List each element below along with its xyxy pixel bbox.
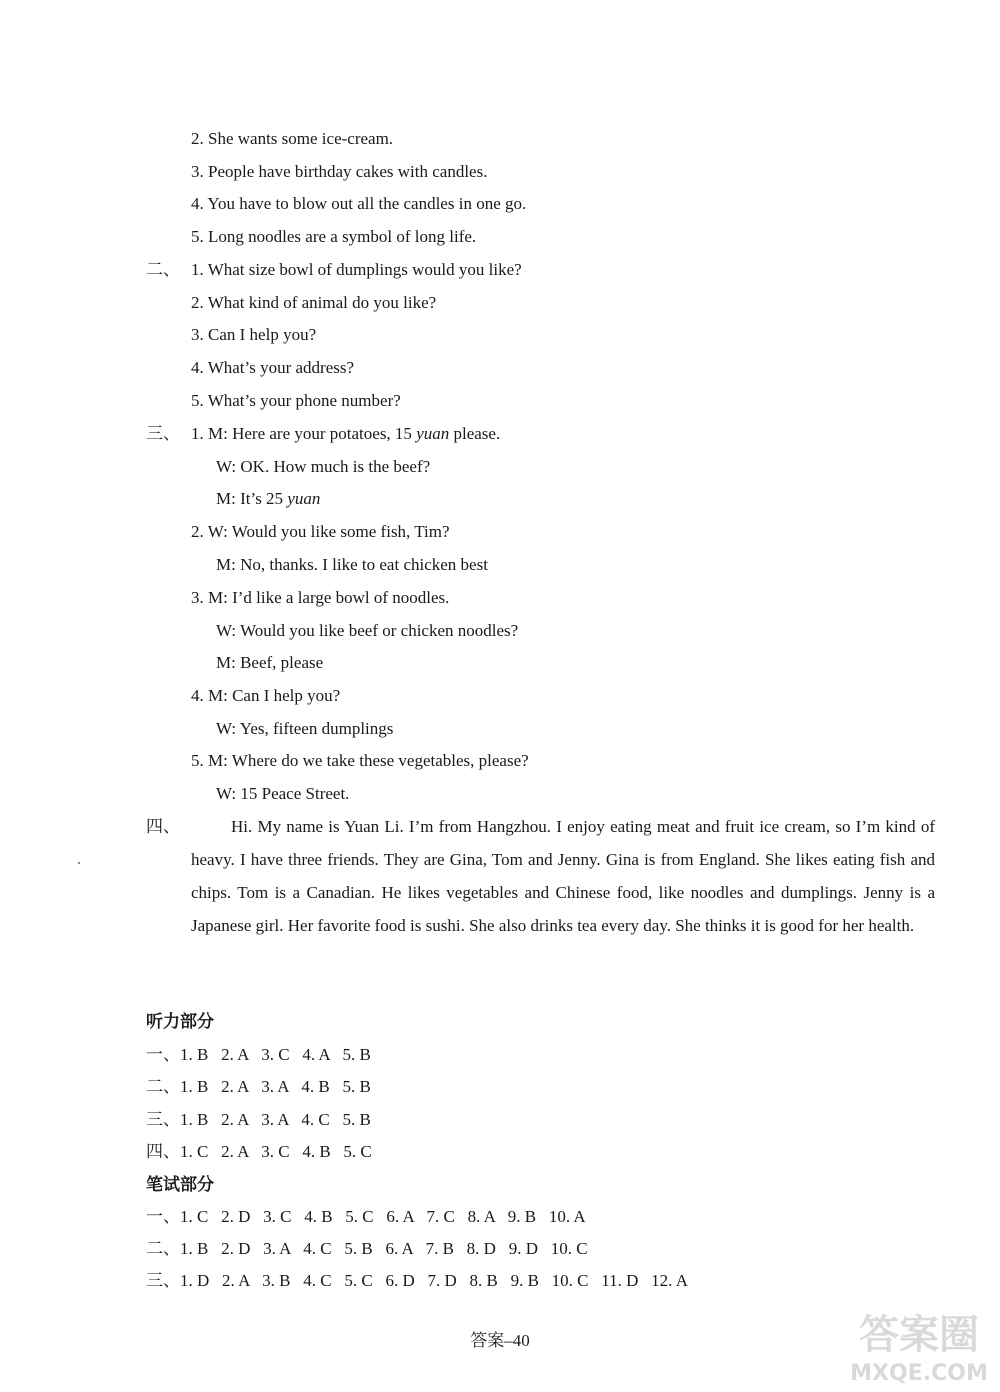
- answer-line: 1. What size bowl of dumplings would you like?: [191, 260, 522, 279]
- section-label: 四、: [146, 817, 180, 836]
- dialogue-text: 1. M: Here are your potatoes, 15: [191, 424, 417, 443]
- dialogue-line: 4. M: Can I help you?: [191, 686, 341, 705]
- listening-title: 听力部分: [146, 1012, 214, 1032]
- answer-line: 3. Can I help you?: [191, 325, 317, 344]
- answer-row: 三、1. B 2. A 3. A 4. C 5. B: [146, 1110, 371, 1129]
- answer-line: 4. What’s your address?: [191, 358, 355, 377]
- answer-row: 三、1. D 2. A 3. B 4. C 5. C 6. D 7. D 8. B 9. B 10. C 11. D 12. A: [146, 1271, 688, 1290]
- dialogue-line: W: Would you like beef or chicken noodles?: [216, 621, 519, 640]
- section-label: 二、: [146, 260, 180, 279]
- watermark-subtext: MXQE.COM: [850, 1361, 988, 1386]
- scan-speck: [78, 862, 80, 864]
- answer-row: 二、1. B 2. D 3. A 4. C 5. B 6. A 7. B 8. D 9. D 10. C: [146, 1239, 588, 1258]
- dialogue-text: M: It’s 25: [216, 489, 288, 508]
- section-label: 三、: [146, 424, 180, 443]
- answer-line: 5. What’s your phone number?: [191, 391, 401, 410]
- dialogue-line: [191, 422, 500, 446]
- dialogue-italic: yuan: [416, 424, 450, 443]
- dialogue-text: please.: [449, 424, 501, 443]
- passage-paragraph: [191, 810, 935, 942]
- answer-line: 2. She wants some ice-cream.: [191, 129, 394, 148]
- dialogue-line: W: Yes, fifteen dumplings: [216, 719, 394, 738]
- answer-row: 二、1. B 2. A 3. A 4. B 5. B: [146, 1077, 371, 1096]
- dialogue-line: M: No, thanks. I like to eat chicken best: [216, 555, 488, 574]
- watermark-text: 答案圈: [859, 1312, 979, 1358]
- dialogue-italic: yuan: [287, 489, 321, 508]
- answer-row: 一、1. C 2. D 3. C 4. B 5. C 6. A 7. C 8. A 9. B 10. A: [146, 1207, 586, 1226]
- page-number: 答案–40: [470, 1331, 530, 1350]
- dialogue-line: 2. W: Would you like some fish, Tim?: [191, 522, 450, 541]
- dialogue-line: W: 15 Peace Street.: [216, 784, 350, 803]
- dialogue-line: M: Beef, please: [216, 653, 324, 672]
- passage-text: Hi. My name is Yuan Li. I’m from Hangzhou. I enjoy eating meat and fruit ice cream, so I’m kind of heavy. I have three friends. They are Gina, Tom and Jenny. Gina is from England. She likes eating fish and chips. Tom is a Canadian. He likes vegetables and Chinese food, like noodles and dumplings. Jenny is a Japanese girl. Her favorite food is sushi. She also drinks tea every day. She thinks it is good for her health.: [191, 817, 935, 935]
- watermark-logo: [844, 1302, 994, 1388]
- answer-line: 2. What kind of animal do you like?: [191, 293, 437, 312]
- dialogue-line: 3. M: I’d like a large bowl of noodles.: [191, 588, 450, 607]
- written-title: 笔试部分: [146, 1175, 214, 1195]
- answer-row: 一、1. B 2. A 3. C 4. A 5. B: [146, 1045, 371, 1064]
- answer-row: 四、1. C 2. A 3. C 4. B 5. C: [146, 1142, 372, 1161]
- dialogue-line: W: OK. How much is the beef?: [216, 457, 431, 476]
- dialogue-line: [216, 487, 320, 511]
- answer-line: 4. You have to blow out all the candles in one go.: [191, 194, 527, 213]
- dialogue-line: 5. M: Where do we take these vegetables, please?: [191, 751, 529, 770]
- answer-line: 3. People have birthday cakes with candles.: [191, 162, 488, 181]
- answer-line: 5. Long noodles are a symbol of long life.: [191, 227, 477, 246]
